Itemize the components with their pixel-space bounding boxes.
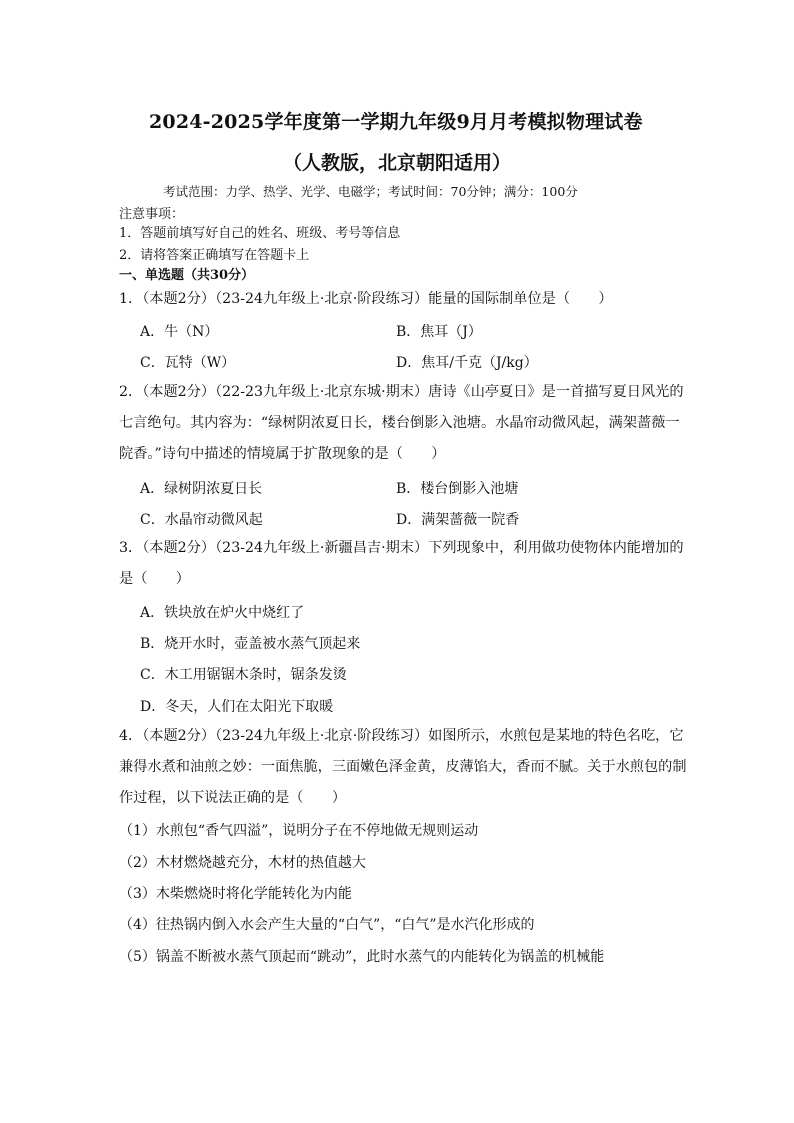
question-3-option-d: D．冬天，人们在太阳光下取暖 [140, 699, 334, 715]
note-item: 1．答题前填写好自己的姓名、班级、考号等信息 [119, 226, 401, 241]
question-2-option-c: C．水晶帘动微风起 [140, 512, 263, 528]
question-4-stem-line: 作过程，以下说法正确的是（ ） [119, 790, 347, 806]
exam-info: 考试范围：力学、热学、光学、电磁学；考试时间：70分钟；满分：100分 [163, 184, 578, 199]
question-2-stem-line: 院香。”诗句中描述的情境属于扩散现象的是（ ） [119, 446, 446, 462]
question-1-option-c: C．瓦特（W） [140, 355, 236, 371]
question-1-option-b: B．焦耳（J） [396, 324, 482, 340]
question-4-statement: （4）往热锅内倒入水会产生大量的“白气”，“白气”是水汽化形成的 [119, 917, 535, 933]
note-item: 2．请将答案正确填写在答题卡上 [119, 248, 310, 263]
question-4-statement: （3）木柴燃烧时将化学能转化为内能 [119, 886, 352, 902]
question-3-option-c: C．木工用锯锯木条时，锯条发烫 [140, 667, 347, 683]
question-2-option-a: A．绿树阴浓夏日长 [140, 481, 263, 497]
question-4-stem-line: 兼得水煮和油煎之妙：一面焦脆，三面嫩色泽金黄，皮薄馅大，香而不腻。关于水煎包的制 [119, 759, 687, 775]
question-2-stem-line: 七言绝句。其内容为：“绿树阴浓夏日长，楼台倒影入池塘。水晶帘动微风起，满架蔷薇一 [119, 415, 680, 431]
question-1-stem: 1．（本题2分）（23-24九年级上·北京·阶段练习）能量的国际制单位是（ ） [119, 291, 613, 307]
exam-title: 2024-2025学年度第一学期九年级9月月考模拟物理试卷 [149, 111, 643, 133]
question-2-option-d: D．满架蔷薇一院香 [396, 512, 520, 528]
question-2-option-b: B．楼台倒影入池塘 [396, 481, 519, 497]
question-1-option-d: D．焦耳/千克（J/kg） [396, 355, 538, 371]
question-4-stem-line: 4．（本题2分）（23-24九年级上·北京·阶段练习）如图所示，水煎包是某地的特色名吃，它 [119, 728, 684, 744]
section-title: 一、单选题（共30分） [119, 268, 255, 283]
question-4-statement: （2）木材燃烧越充分，木材的热值越大 [119, 855, 366, 871]
question-3-stem-line: 3．（本题2分）（23-24九年级上·新疆昌吉·期末）下列现象中，利用做功使物体内能增加的 [119, 540, 684, 556]
question-1-option-a: A．牛（N） [140, 324, 219, 340]
question-4-statement: （5）锅盖不断被水蒸气顶起而“跳动”，此时水蒸气的内能转化为锅盖的机械能 [119, 949, 605, 965]
question-4-statement: （1）水煎包“香气四溢”，说明分子在不停地做无规则运动 [119, 823, 479, 839]
question-3-option-b: B．烧开水时，壶盖被水蒸气顶起来 [140, 636, 361, 652]
question-3-stem-line: 是（ ） [119, 571, 190, 587]
notes-heading: 注意事项： [119, 207, 185, 222]
question-3-option-a: A．铁块放在炉火中烧红了 [140, 605, 305, 621]
exam-subtitle: （人教版，北京朝阳适用） [283, 152, 512, 174]
question-2-stem-line: 2．（本题2分）（22-23九年级上·北京东城·期末）唐诗《山亭夏日》是一首描写夏日风光的 [119, 384, 684, 400]
